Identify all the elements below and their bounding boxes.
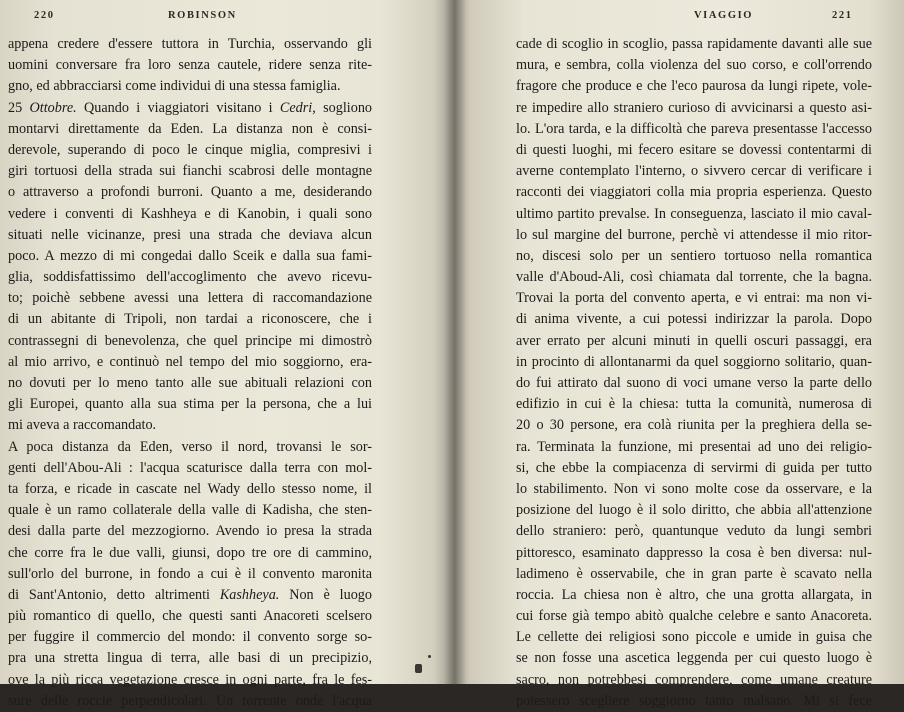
text-run: lo stabilimento. Non vi sono molte cose da osservare, e la — [516, 480, 872, 497]
text-run: se non fosse una ascetica leggenda per cui questo luogo è — [516, 650, 872, 667]
text-line — [8, 585, 372, 606]
text-run: montarvi direttamente da Eden. La distanza non è consi- — [8, 120, 372, 137]
text-line — [516, 204, 872, 225]
text-run: averne contemplato l'interno, o sivvero cercar di verificare i — [516, 163, 872, 180]
text-line — [8, 352, 372, 373]
text-run: fragore che produce e che l'eco paurosa da lungi ripete, vole- — [516, 78, 872, 95]
text-run: cui forse già tempo abitò qualche celebre e santo Anacoreta. — [516, 608, 872, 625]
text-line — [8, 373, 372, 394]
text-line — [8, 119, 372, 140]
left-running-head: ROBINSON — [168, 10, 237, 21]
right-page-number: 221 — [832, 10, 853, 21]
text-run: lo sul margine del burrone, perchè vi attendesse il mio ritor- — [516, 226, 872, 243]
text-run: to; poichè sebbene avessi una lettera di raccomandazione — [8, 290, 372, 307]
text-line — [516, 140, 872, 161]
text-run: di Sant'Antonio, detto altrimenti — [8, 586, 220, 603]
text-line — [516, 458, 872, 479]
text-run: pra una stretta lingua di terra, alle basi di un precipizio, — [8, 650, 372, 667]
text-run: gno, ed abbracciarsi come individui di una stessa famiglia. — [8, 78, 341, 95]
text-run: valle d'Aboud-Ali, così chiamata dal torrente, che la bagna. — [516, 269, 872, 286]
text-line — [516, 543, 872, 564]
text-run: desi dalla parte del mezzogiorno. Avendo io presa la strada — [8, 523, 372, 540]
text-run: Non è luogo — [279, 586, 372, 603]
right-page-text — [516, 34, 872, 712]
text-run: mi aveva a raccomandato. — [8, 417, 157, 434]
text-run: , sogliono — [312, 99, 373, 116]
text-run: 25 — [8, 99, 30, 116]
text-run: ove la più ricca vegetazione cresce in ogni parte, fra le fes- — [8, 671, 372, 688]
text-run: appena credere d'essere tuttora in Turchia, osservando gli — [8, 36, 372, 52]
text-run: sacro, non potrebbesi comprendere, come umane creature — [516, 671, 872, 688]
text-run: o attraverso a profondi burroni. Quanto a me, desiderando — [8, 184, 372, 201]
text-run: giri tortuosi della strada sui fianchi scabrosi delle montagne — [8, 163, 372, 180]
text-run: ladimeno è osservabile, che in gran parte è scavato nella — [516, 565, 872, 582]
text-run: mura, e sembra, colla violenza del suo corso, e coll'orrendo — [516, 57, 872, 74]
text-line — [8, 76, 372, 97]
text-run: sure delle roccie perpendicolari. Un torrente onde l'acqua — [8, 692, 372, 709]
right-running-head: VIAGGIO — [694, 10, 754, 21]
text-line — [516, 98, 872, 119]
text-run: quale è un ramo collaterale della valle di Kadisha, che sten- — [8, 502, 372, 519]
text-line — [516, 627, 872, 648]
text-run: più romantico di quello, che questi santi Anacoreti scelsero — [8, 608, 372, 625]
text-line — [516, 437, 872, 458]
text-line — [516, 182, 872, 203]
text-run: Le cellette dei religiosi sono piccole e umide in guisa che — [516, 629, 872, 646]
text-run: edifizio in cui è la chiesa: tutta la comunità, numerosa di — [516, 396, 872, 413]
text-line — [8, 98, 372, 119]
text-line — [8, 458, 372, 479]
text-line — [8, 309, 372, 330]
text-run: si, che ebbe la compiacenza di servirmi di guida per tutto — [516, 459, 872, 476]
text-line — [516, 119, 872, 140]
text-line — [516, 521, 872, 542]
text-line — [8, 204, 372, 225]
text-line — [516, 267, 872, 288]
text-line — [516, 352, 872, 373]
text-line — [516, 288, 872, 309]
text-run: poco. A mezzo di mi congedai dallo Sceik e dalla sua fami- — [8, 247, 372, 264]
text-line — [516, 691, 872, 712]
text-line — [516, 34, 872, 55]
text-run: roccia. La chiesa non è altro, che una grotta allargata, in — [516, 586, 872, 603]
text-line — [516, 331, 872, 352]
text-line — [8, 670, 372, 691]
text-run: lo. L'ora tarda, e la difficoltà che pareva presentasse l'accesso — [516, 120, 872, 137]
text-line — [516, 606, 872, 627]
text-run: no dovuti per lo meno tanto alle sue abituali relazioni con — [8, 375, 372, 391]
text-run: racconti dei viaggiatori colla mia propria esperienza. Questo — [516, 184, 872, 201]
text-line — [516, 55, 872, 76]
text-line — [8, 182, 372, 203]
text-run: per fuggire il commercio del mondo: il convento sorge so- — [8, 629, 372, 646]
text-run: situati nelle vicinanze, presi una strada che deviava alcun — [8, 226, 372, 243]
text-line — [8, 479, 372, 500]
text-run: contrassegni di benevolenza, che quel principe mi dimostrò — [8, 332, 372, 349]
text-run: derevole, superando di poco le cinque miglia, compresivi i — [8, 141, 372, 158]
text-line — [8, 288, 372, 309]
text-line — [8, 140, 372, 161]
text-line — [516, 648, 872, 669]
text-run: potessero scegliere soggiorno tanto malsano. Mi si fece — [516, 692, 872, 709]
italic-run: Ottobre. — [29, 99, 77, 116]
text-line — [8, 437, 372, 458]
text-line — [516, 373, 872, 394]
text-run: 20 o 30 persone, era colà riunita per la preghiera della se- — [516, 417, 872, 434]
text-run: gli Europei, quanto alla sua stima per la persona, che a lui — [8, 396, 372, 413]
text-line — [516, 500, 872, 521]
text-run: ta forza, e ricade in cascate nel Wady dello stesso nome, il — [8, 480, 372, 497]
text-run: do fui attirato dal suono di voci umane verso la parte dello — [516, 375, 872, 391]
text-line — [8, 34, 372, 55]
text-line — [8, 331, 372, 352]
text-line — [8, 394, 372, 415]
text-run: al mio arrivo, e continuò nel tempo del mio soggiorno, era- — [8, 353, 372, 370]
text-line — [516, 585, 872, 606]
text-line — [516, 415, 872, 436]
text-run: aver errato per alcuni minuti in quelli oscuri passaggi, era — [516, 332, 872, 349]
text-run: di questi luoghi, mi fecero esitare se dovessi contentarmi di — [516, 141, 872, 158]
text-run: Quando i viaggiatori visitano i — [76, 99, 280, 116]
text-line — [8, 161, 372, 182]
text-run: glia, soddisfattissimo dell'accoglimento che avevo ricevu- — [8, 269, 372, 286]
left-page-number: 220 — [34, 10, 55, 21]
text-line — [8, 415, 372, 436]
text-line — [516, 670, 872, 691]
text-line — [8, 55, 372, 76]
text-line — [8, 627, 372, 648]
text-line — [8, 267, 372, 288]
text-line — [516, 225, 872, 246]
text-run: A poca distanza da Eden, verso il nord, trovansi le sor- — [8, 438, 372, 455]
text-line — [8, 606, 372, 627]
text-run: pittoresco, esaminato dappresso la cosa è ben diversa: nul- — [516, 544, 872, 561]
text-run: Trovai la porta del convento aperta, e vi entrai: ma non vi- — [516, 290, 872, 307]
text-run: dello straniero: però, quantunque veduto da lungi sembri — [516, 523, 872, 540]
text-run: re impedire allo straniero curioso di avvicinarsi a questo asi- — [516, 99, 872, 116]
text-run: genti dell'Abou-Ali : l'acqua scaturisce dalla terra con mol- — [8, 459, 372, 476]
ink-speck — [428, 655, 431, 658]
text-run: di anima vivente, a cui potessi indirizzar la parola. Dopo — [516, 311, 872, 328]
text-line — [516, 76, 872, 97]
text-line — [516, 564, 872, 585]
text-line — [8, 543, 372, 564]
left-page — [0, 0, 448, 709]
left-page-text — [8, 34, 372, 712]
text-line — [8, 521, 372, 542]
text-line — [8, 648, 372, 669]
text-line — [8, 225, 372, 246]
text-run: che corre fra le due valli, giunsi, dopo tre ore di cammino, — [8, 544, 372, 561]
text-run: no, discesi solo per un sentiero tortuoso nella romantica — [516, 247, 872, 264]
text-run: posizione del luogo è il solo diritto, che abbia all'attenzione — [516, 502, 872, 519]
text-run: sull'orlo del burrone, in fondo a cui è il convento maronita — [8, 565, 372, 582]
right-page — [460, 0, 904, 709]
text-line — [516, 309, 872, 330]
text-run: ra. Terminata la funzione, mi presentai ad uno dei religio- — [516, 438, 872, 455]
text-line — [8, 246, 372, 267]
italic-run: Kashheya. — [219, 586, 280, 603]
text-line — [516, 394, 872, 415]
text-line — [8, 564, 372, 585]
text-run: cade di scoglio in scoglio, passa rapidamente davanti alle sue — [516, 36, 872, 52]
ink-speck — [415, 664, 422, 673]
italic-run: Cedri — [279, 99, 313, 116]
text-run: vedere i conventi di Kashheya e di Kanobin, i quali sono — [8, 205, 372, 222]
text-line — [8, 691, 372, 712]
text-line — [8, 500, 372, 521]
text-line — [516, 246, 872, 267]
text-line — [516, 161, 872, 182]
text-run: di un abitante di Tripoli, non tardai a riconoscere, che i — [8, 311, 372, 328]
text-run: in procinto di allontanarmi da quel soggiorno solitario, quan- — [516, 353, 872, 370]
text-run: uomini conversare fra loro senza cautele, ridere senza rite- — [8, 57, 372, 74]
text-line — [516, 479, 872, 500]
text-run: ultimo partito prevalse. In conseguenza, lasciato il mio caval- — [516, 205, 872, 222]
